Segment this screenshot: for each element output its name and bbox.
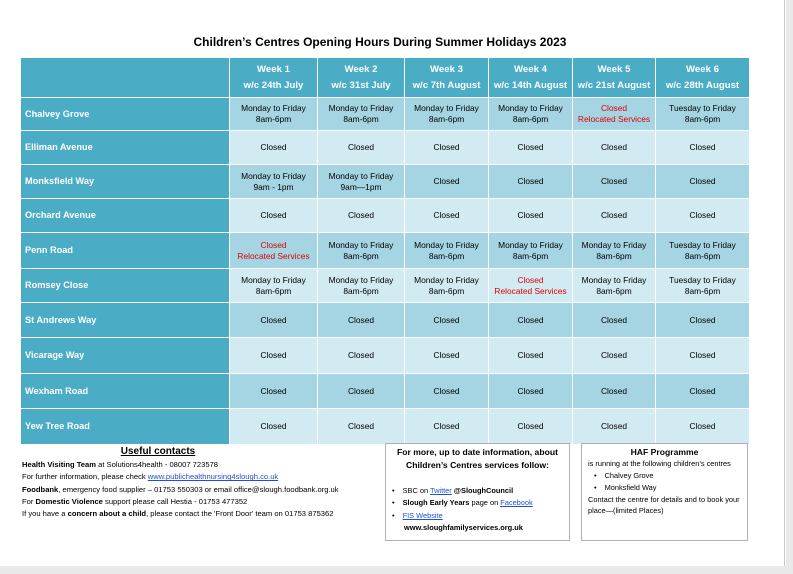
haf-centre: • Chalvey Grove bbox=[606, 470, 741, 482]
haf-note: Contact the centre for details and to book your place—(limited Places) bbox=[588, 494, 740, 516]
follow-box bbox=[385, 443, 570, 541]
hours-cell: Monday to Friday 8am-6pm bbox=[318, 233, 405, 269]
week-header: Week 4 w/c 14th August bbox=[489, 58, 573, 98]
hours-cell: Closed bbox=[405, 374, 489, 409]
hours-cell: Closed bbox=[230, 409, 318, 445]
week-header: Week 1 w/c 24th July bbox=[230, 58, 318, 98]
follow-item-sey: • Slough Early Years page on Facebook bbox=[404, 497, 563, 509]
table-row bbox=[21, 233, 750, 269]
hours-cell: Closed bbox=[656, 374, 750, 409]
haf-intro: is running at the following children’s centres bbox=[588, 459, 731, 468]
hours-cell: Tuesday to Friday 8am-6pm bbox=[656, 98, 750, 131]
hours-cell: Closed bbox=[318, 374, 405, 409]
table-row bbox=[21, 98, 750, 131]
facebook-link[interactable]: Facebook bbox=[500, 498, 533, 508]
hours-cell: Closed bbox=[230, 199, 318, 233]
hours-cell: Closed bbox=[489, 374, 573, 409]
hours-cell: Monday to Friday 8am-6pm bbox=[405, 98, 489, 131]
page-shadow-bottom bbox=[0, 566, 793, 574]
hours-cell: Monday to Friday 8am-6pm bbox=[230, 98, 318, 131]
hours-cell: Closed bbox=[656, 338, 750, 374]
hours-cell: Closed bbox=[230, 374, 318, 409]
hours-cell: Monday to Friday 9am—1pm bbox=[318, 165, 405, 199]
hours-cell: Monday to Friday 8am-6pm bbox=[230, 269, 318, 303]
centre-name: Monksfield Way bbox=[21, 165, 230, 199]
hours-cell: Closed bbox=[230, 338, 318, 374]
hours-cell: Closed bbox=[405, 303, 489, 338]
hours-cell: Tuesday to Friday 8am-6pm bbox=[656, 269, 750, 303]
hours-cell: Closed bbox=[405, 409, 489, 445]
week-header: Week 2 w/c 31st July bbox=[318, 58, 405, 98]
table-row bbox=[21, 338, 750, 374]
centre-name: Romsey Close bbox=[21, 269, 230, 303]
week-header: Week 5 w/c 21st August bbox=[573, 58, 656, 98]
centre-name: St Andrews Way bbox=[21, 303, 230, 338]
twitter-link[interactable]: Twitter bbox=[429, 486, 452, 495]
table-row bbox=[21, 269, 750, 303]
contact-foodbank: Foodbank, emergency food supplier – 01753 550303 or email office@slough.foodbank.org.uk bbox=[22, 484, 339, 494]
centre-name: Wexham Road bbox=[21, 374, 230, 409]
hours-cell: Closed bbox=[318, 303, 405, 338]
table-row bbox=[21, 409, 750, 445]
hours-cell: Monday to Friday 8am-6pm bbox=[318, 269, 405, 303]
hours-cell: Closed bbox=[656, 303, 750, 338]
table-row bbox=[21, 374, 750, 409]
week-header: Week 3 w/c 7th August bbox=[405, 58, 489, 98]
hours-cell: Tuesday to Friday 8am-6pm bbox=[656, 233, 750, 269]
public-health-link[interactable]: www.publichealthnursing4slough.co.uk bbox=[147, 472, 279, 482]
hours-cell: Closed bbox=[656, 131, 750, 165]
page-title: Children’s Centres Opening Hours During Summer Holidays 2023 bbox=[193, 35, 567, 49]
hours-cell: Closed bbox=[318, 131, 405, 165]
hours-cell: Closed bbox=[405, 199, 489, 233]
hours-cell: Closed bbox=[318, 199, 405, 233]
hours-cell: Closed Relocated Services bbox=[573, 98, 656, 131]
follow-item-fis: • FIS Website www.sloughfamilyservices.org.uk bbox=[404, 510, 563, 535]
hours-cell: Closed bbox=[230, 303, 318, 338]
header-row bbox=[21, 58, 750, 98]
haf-heading: HAF Programme bbox=[630, 447, 699, 457]
hours-cell: Closed bbox=[656, 199, 750, 233]
hours-cell: Closed bbox=[489, 199, 573, 233]
opening-hours-table bbox=[20, 57, 750, 445]
hours-cell: Monday to Friday 8am-6pm bbox=[573, 233, 656, 269]
hours-cell: Closed bbox=[489, 338, 573, 374]
centre-name: Vicarage Way bbox=[21, 338, 230, 374]
hours-cell: Monday to Friday 8am-6pm bbox=[573, 269, 656, 303]
useful-contacts bbox=[22, 445, 374, 520]
fis-website-link[interactable]: FIS Website bbox=[402, 510, 443, 520]
hours-cell: Closed bbox=[489, 165, 573, 199]
hours-cell: Closed bbox=[573, 338, 656, 374]
table-row bbox=[21, 303, 750, 338]
centre-name: Chalvey Grove bbox=[21, 98, 230, 131]
hours-cell: Closed bbox=[318, 409, 405, 445]
hours-cell: Closed bbox=[230, 131, 318, 165]
week-header: Week 6 w/c 28th August bbox=[656, 58, 750, 98]
hours-cell: Closed bbox=[656, 165, 750, 199]
corner-cell bbox=[21, 58, 230, 98]
hours-cell: Monday to Friday 8am-6pm bbox=[318, 98, 405, 131]
centre-name: Orchard Avenue bbox=[21, 199, 230, 233]
hours-cell: Monday to Friday 8am-6pm bbox=[489, 98, 573, 131]
haf-box bbox=[581, 443, 748, 541]
contact-domestic-violence: For Domestic Violence support please call Hestia - 01753 477352 bbox=[22, 496, 248, 506]
hours-cell: Monday to Friday 9am - 1pm bbox=[230, 165, 318, 199]
hours-cell: Closed bbox=[489, 131, 573, 165]
centre-name: Yew Tree Road bbox=[21, 409, 230, 445]
haf-centre: • Monksfield Way bbox=[606, 482, 741, 494]
centre-name: Penn Road bbox=[21, 233, 230, 269]
contact-info: For further information, please check www.publichealthnursing4slough.co.uk bbox=[22, 472, 279, 482]
hours-cell: Closed bbox=[405, 131, 489, 165]
page-shadow-right bbox=[786, 0, 793, 574]
hours-cell: Monday to Friday 8am-6pm bbox=[405, 233, 489, 269]
table-row bbox=[21, 131, 750, 165]
table-row bbox=[21, 199, 750, 233]
contact-health-visiting: Health Visiting Team at Solutions4health - 08007 723578 bbox=[22, 460, 219, 469]
hours-cell: Closed bbox=[573, 165, 656, 199]
hours-cell: Closed bbox=[405, 165, 489, 199]
table-row bbox=[21, 165, 750, 199]
hours-cell: Closed bbox=[573, 409, 656, 445]
hours-cell: Closed bbox=[405, 338, 489, 374]
follow-heading: For more, up to date information, about Children’s Centres services follow: bbox=[397, 447, 558, 470]
hours-cell: Closed bbox=[489, 303, 573, 338]
hours-cell: Closed bbox=[573, 303, 656, 338]
hours-cell: Closed Relocated Services bbox=[230, 233, 318, 269]
follow-item-sbc: • SBC on Twitter @SloughCouncil bbox=[404, 485, 563, 497]
contact-child-concern: If you have a concern about a child, please contact the 'Front Door' team on 01753 875362 bbox=[22, 509, 334, 519]
hours-cell: Closed bbox=[318, 338, 405, 374]
hours-cell: Monday to Friday 8am-6pm bbox=[405, 269, 489, 303]
hours-cell: Closed Relocated Services bbox=[489, 269, 573, 303]
hours-cell: Closed bbox=[573, 199, 656, 233]
hours-cell: Closed bbox=[656, 409, 750, 445]
hours-cell: Closed bbox=[489, 409, 573, 445]
centre-name: Elliman Avenue bbox=[21, 131, 230, 165]
hours-cell: Monday to Friday 8am-6pm bbox=[489, 233, 573, 269]
hours-cell: Closed bbox=[573, 374, 656, 409]
contacts-heading: Useful contacts bbox=[120, 446, 196, 457]
hours-cell: Closed bbox=[573, 131, 656, 165]
